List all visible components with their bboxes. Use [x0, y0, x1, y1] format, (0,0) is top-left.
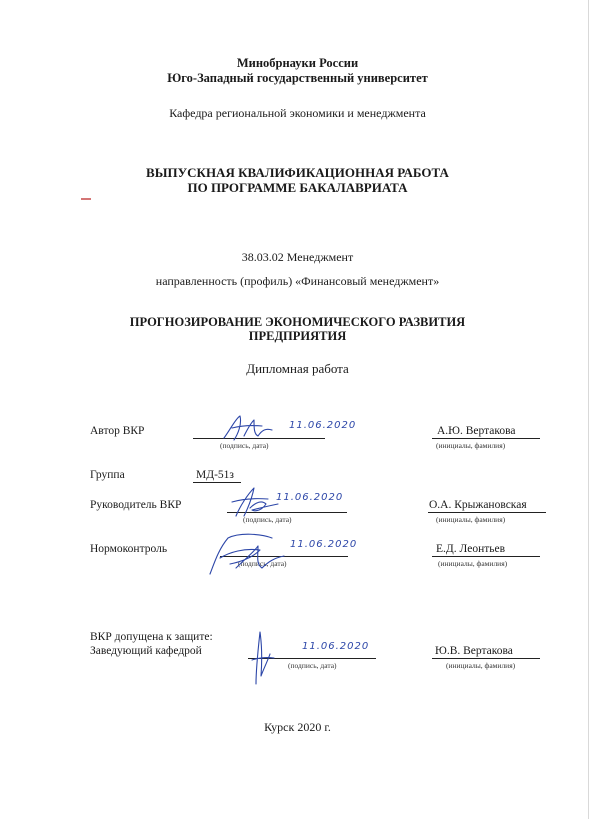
work-type-line1: ВЫПУСКНАЯ КВАЛИФИКАЦИОННАЯ РАБОТА	[146, 165, 449, 180]
topic-line2: ПРЕДПРИЯТИЯ	[248, 329, 347, 343]
document-kind: Дипломная работа	[246, 361, 349, 376]
admission-signature	[248, 626, 278, 688]
admission-name-caption: (инициалы, фамилия)	[446, 661, 516, 670]
normcontrol-signature-caption: (подпись, дата)	[238, 559, 287, 568]
topic-line1: ПРОГНОЗИРОВАНИЕ ЭКОНОМИЧЕСКОГО РАЗВИТИЯ	[129, 315, 466, 329]
admission-date: 11.06.2020	[302, 641, 370, 652]
supervisor-signature-caption: (подпись, дата)	[243, 515, 292, 524]
author-signature-caption: (подпись, дата)	[220, 441, 269, 450]
head-of-department-label: Заведующий кафедрой	[90, 645, 202, 657]
supervisor-name-caption: (инициалы, фамилия)	[436, 515, 506, 524]
red-ink-mark	[81, 198, 91, 200]
city-year: Курск 2020 г.	[264, 720, 331, 734]
work-type-line2: ПО ПРОГРАММЕ БАКАЛАВРИАТА	[187, 180, 408, 195]
author-label: Автор ВКР	[90, 425, 145, 437]
author-name-line	[432, 438, 540, 439]
author-name-caption: (инициалы, фамилия)	[436, 441, 506, 450]
supervisor-date: 11.06.2020	[276, 492, 344, 503]
normcontrol-name-caption: (инициалы, фамилия)	[438, 559, 508, 568]
author-date: 11.06.2020	[289, 420, 357, 431]
supervisor-name-line	[428, 512, 546, 513]
group-value: МД-51з	[196, 469, 234, 481]
normcontrol-name-line	[432, 556, 540, 557]
admission-label: ВКР допущена к защите:	[90, 631, 213, 643]
specialty-profile: направленность (профиль) «Финансовый менеджмент»	[155, 274, 440, 288]
admission-name: Ю.В. Вертакова	[435, 645, 513, 657]
ministry-name: Минобрнауки России	[236, 56, 359, 70]
supervisor-name: О.А. Крыжановская	[429, 499, 527, 511]
normcontrol-name: Е.Д. Леонтьев	[436, 543, 506, 555]
specialty-code: 38.03.02 Менеджмент	[241, 250, 354, 264]
university-name: Юго-Западный государственный университет	[167, 71, 428, 85]
page-edge	[588, 0, 589, 819]
author-name: А.Ю. Вертакова	[437, 425, 516, 437]
normcontrol-label: Нормоконтроль	[90, 543, 168, 555]
supervisor-label: Руководитель ВКР	[90, 499, 182, 511]
normcontrol-signature	[200, 528, 290, 578]
department-name: Кафедра региональной экономики и менеджмента	[169, 106, 426, 120]
group-label: Группа	[90, 469, 125, 481]
author-signature	[220, 412, 280, 444]
admission-name-line	[432, 658, 540, 659]
normcontrol-date: 11.06.2020	[290, 539, 358, 550]
admission-signature-caption: (подпись, дата)	[288, 661, 337, 670]
group-underline	[193, 482, 241, 483]
